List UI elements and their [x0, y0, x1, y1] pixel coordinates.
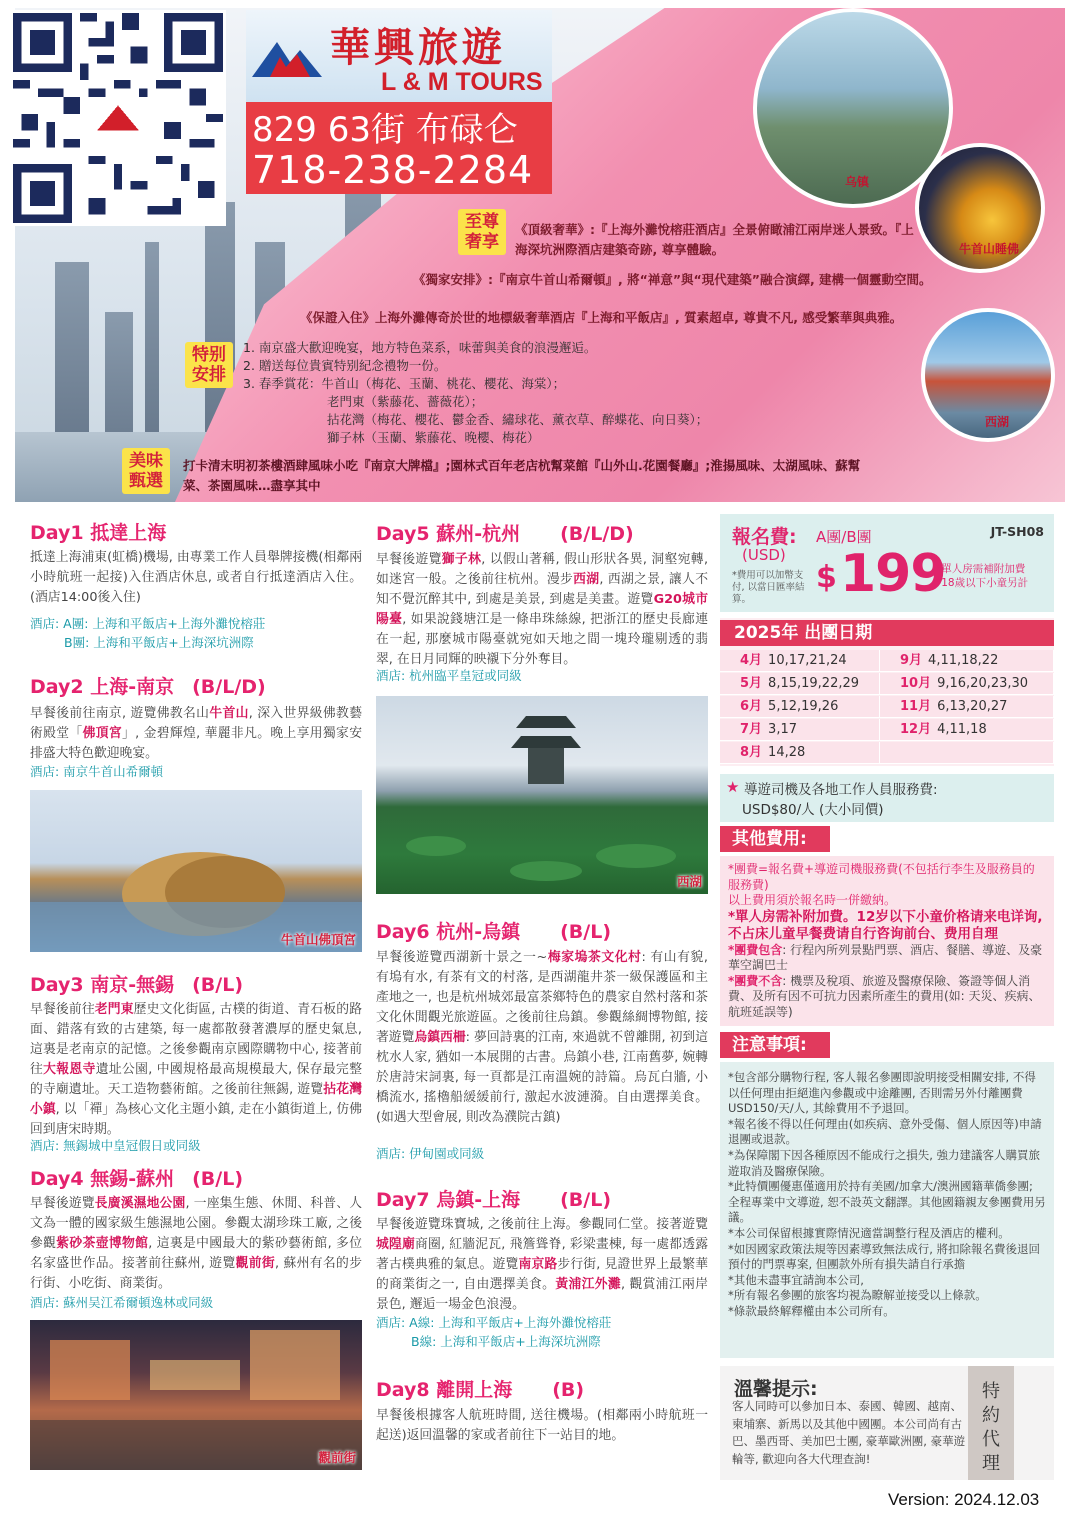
notice-title: 注意事項:: [720, 1032, 830, 1058]
day3-text: [30, 1000, 362, 1140]
fee-item: [728, 974, 1046, 1021]
day8-text: 早餐後根據客人航班時間, 送往機場。(相鄰兩小時航班一起送)返回溫馨的家或者前往下一站目的地。: [376, 1408, 708, 1443]
text: , 觀賞浦江兩岸景色, 邂逅一場金色浪漫。: [376, 1277, 708, 1312]
highlight: G20城市陽臺: [376, 592, 708, 627]
highlight: 烏鎮西柵: [414, 1030, 466, 1045]
price-currency: (USD): [742, 546, 786, 564]
days: 10,17,21,24: [768, 653, 847, 668]
day4-title: [30, 1164, 243, 1191]
notice-box: [720, 1062, 1054, 1358]
meal-plan: (B/L): [192, 1168, 244, 1190]
guide-fee-box: [720, 774, 1054, 822]
luxury-line-2: 《獨家安排》:『南京牛首山希爾頓』, 將“禅意”與“現代建築”融合演繹, 建構一個靈動空間。: [413, 272, 932, 287]
version-label: Version: 2024.12.03: [888, 1490, 1040, 1509]
qr-code[interactable]: [10, 10, 226, 226]
price-box: [720, 514, 1054, 612]
date-cell: [880, 742, 1054, 764]
day2-text: [30, 704, 362, 764]
text: 早餐後前往: [30, 1002, 95, 1017]
note-single-room: *單人房需補附加費: [936, 563, 1026, 575]
qr-code-icon: [13, 13, 223, 223]
text: , 西湖之景, 讓人不知不覺沉醉其中, 到處是美景, 到處是美畫。遊覽: [376, 572, 708, 607]
guide-fee-label: 導遊司機及各地工作人員服務費:: [744, 782, 938, 798]
day4-text: [30, 1194, 362, 1294]
date-cell: [880, 696, 1054, 718]
highlight: 黃浦江外灘: [555, 1277, 622, 1292]
dates-row: [720, 742, 1054, 764]
day5-title: [376, 519, 634, 546]
dates-row: [720, 673, 1054, 695]
day-title-text: Day8 離開上海: [376, 1379, 513, 1401]
photo-guanqian-street: [30, 1320, 362, 1470]
tag-special: 特别安排: [185, 342, 233, 388]
text: , 如果說錢塘江是一條串珠絲線, 把浙江的歷史長廊連在一起, 那麼城市陽臺就宛如天地之間一塊玲瓏剔透的翡翠, 在日月同輝的映襯下分外奪目。: [376, 612, 708, 667]
day6-hotel: 酒店: 伊甸園或同級: [376, 1146, 485, 1161]
day5-text: [376, 550, 708, 670]
agent-text: 特約代理: [982, 1381, 1000, 1474]
text: , 蘇州有名的步行街、小吃街、商業街。: [30, 1256, 362, 1291]
days: 6,13,20,27: [937, 699, 1008, 714]
day2-hotel: 酒店: 南京牛首山希爾頓: [30, 764, 164, 779]
logo-chinese: 華興旅遊: [330, 24, 506, 71]
highlight: 西湖: [573, 572, 600, 587]
star-icon: ★: [726, 778, 740, 796]
luxury-line-1: 《頂級奢華》:『上海外灘悅榕莊酒店』全景俯瞰浦江兩岸迷人景致。『上海深坑洲際酒店建築奇跡, 尊享體驗。: [515, 222, 914, 257]
date-cell: [720, 742, 880, 764]
highlight: 長廣溪濕地公園: [94, 1196, 186, 1211]
tour-code: JT-SH08: [990, 524, 1044, 539]
day3-title: [30, 970, 243, 997]
text: , 這裏是中國最大的紫砂藝術館, 多位名家盛世作品。接著前往蘇州, 遊覽: [30, 1236, 362, 1271]
tag-food: 美味甄選: [122, 448, 170, 494]
fee-text: : 機票及稅項、旅遊及醫療保險、簽證等個人消費、及所有因不可抗力因素所產生的費用(如: 天災、疾病、航班延誤等): [728, 973, 1041, 1019]
meal-plan: (B/L): [192, 974, 244, 996]
day1-hotel-a: 酒店: A團: 上海和平飯店+上海外灘悅榕莊: [30, 616, 266, 631]
day7-hotel-b: B線: 上海和平飯店+上海深坑洲際: [411, 1334, 601, 1349]
text: 早餐後遊覽: [30, 1196, 95, 1211]
address: 829 63街 布碌仑: [252, 110, 518, 150]
days: 14,28: [768, 745, 806, 760]
highlight: 南京路: [518, 1257, 558, 1272]
tips-text: 客人同時可以參加日本、泰國、韓國、越南、柬埔寨、新馬以及其他中國團。本公司尚有古巴、墨西哥、美加巴士團, 豪華歐洲團, 豪華遊輪等, 歡迎向各大代理查詢!: [732, 1399, 966, 1466]
highlight: 城隍廟: [376, 1237, 415, 1252]
photo-caption: 西湖: [676, 874, 702, 889]
street-lights-icon: [30, 1320, 362, 1470]
month: 4月: [740, 653, 763, 668]
fee-item: [728, 943, 1046, 974]
other-fees-title: 其他費用:: [720, 826, 830, 852]
day7-hotel-a: 酒店: A線: 上海和平飯店+上海外灘悅榕莊: [376, 1315, 612, 1330]
photo-label: 乌镇: [845, 175, 870, 189]
text: 早餐後遊覽珠寶城, 之後前往上海。參觀同仁堂。接著遊覽: [376, 1217, 708, 1232]
text: , 以假山著稱, 假山形狀各異, 洞壑宛轉, 如迷宮一般。之後前往杭州。漫步: [376, 552, 709, 587]
text: 早餐後遊覽西湖新十景之一~: [376, 950, 548, 965]
fee-item: *團費=報名費+導遊司機服務費(不包括行李生及服務員的服務費): [728, 862, 1035, 892]
tips-box: [720, 1366, 1054, 1480]
date-cell: [720, 719, 880, 741]
date-cell: [720, 650, 880, 672]
day-title-text: Day6 杭州-烏鎮: [376, 921, 521, 943]
special-item: 2. 贈送每位貴賓特别紀念禮物一份。: [243, 358, 447, 373]
day-title-text: Day5 蘇州-杭州: [376, 523, 521, 545]
notice-item: *報名後不得以任何理由(如疾病、意外受傷、個人原因等)申請退團或退款。: [728, 1116, 1042, 1147]
price-group: A團/B團: [816, 528, 872, 546]
notice-item: *其他未盡事宜請詢本公司,: [728, 1272, 864, 1287]
photo-xihu: [921, 308, 1055, 442]
special-item: 老門東（紫藤花、薔薇花）；: [327, 394, 484, 409]
tag-luxury: 至尊奢享: [458, 209, 506, 255]
day1-text: 抵達上海浦東(虹橋)機場, 由專業工作人員舉牌接機(相鄰兩小時航班一起接)入住酒店休息, 或者自行抵達酒店入住。(酒店14:00後入住): [30, 550, 362, 605]
text: 早餐後前往南京, 遊覽佛教名山: [30, 706, 210, 721]
date-cell: [880, 650, 1054, 672]
photo-xihu-lotus: [376, 696, 708, 894]
text: 歷史文化街區, 古樸的街道、青石板的路面、錯落有致的古建築, 每一處都散發著濃厚的歷史氣息, 這裏是老南京的記憶。之後參觀南京國際購物中心, 接著前往: [30, 1002, 363, 1077]
highlight: 獅子林: [441, 552, 482, 567]
note-child: *18歲以下小童另計: [936, 577, 1029, 589]
special-item: 拈花灣（梅花、櫻花、鬱金香、繡球花、薰衣草、醉蝶花、向日葵）；: [327, 412, 709, 427]
text: 商圈, 紅牆泥瓦, 飛簷聳脊, 彩梁畫棟, 每一處都透露著古樸典雅的氣息。遊覽: [376, 1237, 708, 1272]
price-dollar-sign: $: [816, 560, 837, 595]
phone-number[interactable]: 718-238-2284: [252, 148, 534, 192]
photo-niushou-buddha: [915, 143, 1045, 273]
pavilion-icon: [376, 696, 708, 894]
days: 8,15,19,22,29: [768, 676, 860, 691]
dates-row: [720, 650, 1054, 672]
special-item: 獅子林（玉蘭、紫藤花、晚櫻、梅花）: [327, 430, 540, 445]
meal-plan: (B/L): [560, 921, 612, 943]
notice-item: *如因國家政策法規等因素導致無法成行, 將扣除報名費後退回預付的門票專案, 但團款外所有損失請自行承擔: [728, 1241, 1041, 1272]
fee-text: : 行程內所列景點門票、酒店、餐膳、導遊、及豪華空調巴士: [728, 942, 1043, 972]
dates-title: 2025年 出團日期: [720, 620, 1054, 646]
meal-plan: (B/L/D): [192, 676, 266, 698]
fee-item: 以上費用須於報名時一併繳納。: [728, 893, 897, 907]
authorized-agent-label: [968, 1366, 1014, 1480]
price-amount: 199: [840, 544, 946, 604]
guide-fee-amount: USD$80/人 (大小同價): [742, 802, 884, 818]
month: 8月: [740, 745, 763, 760]
days: 4,11,18,22: [928, 653, 999, 668]
departure-dates: [720, 618, 1054, 766]
food-text: 打卡清末明初茶樓酒肆風味小吃『南京大牌檔』;園林式百年老店杭幫菜館『山外山.花園餐廳』;淮揚風味、太湖風味、蘇幫菜、茶園風味…盡享其中: [183, 458, 861, 493]
highlight: 老門東: [94, 1002, 134, 1017]
text: 」, 金碧輝煌, 華麗非凡。晚上享用獨家安排盛大特色歡迎晚宴。: [30, 726, 362, 761]
tips-title: 溫馨提示:: [734, 1378, 818, 1400]
date-cell: [880, 719, 1054, 741]
days: 9,16,20,23,30: [937, 676, 1029, 691]
fee-label: *團費不含: [728, 973, 783, 988]
special-item: 3. 春季賞花：牛首山（梅花、玉蘭、桃花、櫻花、海棠）；: [243, 376, 566, 391]
day4-hotel: 酒店: 蘇州吴江希爾頓逸林或同級: [30, 1295, 214, 1310]
highlight: 拈花灣小鎮: [30, 1082, 363, 1117]
currency-note: *費用可以加幣支付, 以當日匯率結算。: [732, 570, 805, 605]
text: 步行街, 見證世界上最繁華的商業街之一, 自由選擇美食。: [376, 1257, 709, 1292]
day-title-text: Day2 上海-南京: [30, 676, 175, 698]
highlight: 牛首山: [209, 706, 249, 721]
price-notes: [936, 562, 1052, 590]
month: 9月: [900, 653, 923, 668]
month: 7月: [740, 722, 763, 737]
date-cell: [880, 673, 1054, 695]
highlight: 大報恩寺: [43, 1062, 96, 1077]
photo-caption: 觀前街: [318, 1450, 356, 1465]
dates-row: [720, 719, 1054, 741]
notice-item: *條款最終解釋權由本公司所有。: [728, 1303, 895, 1318]
month: 11月: [900, 699, 932, 714]
text: : 有山有貌, 有塢有水, 有茶有文的村落, 是西湖龍井茶一級保護區和主產地之一, 也是杭州城郊最富茶鄉特色的農家自然村落和茶文化休閒觀光旅遊區。之後前往烏鎮。參觀絲綢博物館, 接著遊覽: [376, 950, 709, 1045]
day-title-text: Day7 烏鎮-上海: [376, 1189, 521, 1211]
photo-label: 西湖: [985, 415, 1010, 429]
day8-title: [376, 1375, 584, 1402]
days: 4,11,18: [937, 722, 987, 737]
text: 遺址公園, 中國規格最高規模最大, 保存最完整的寺廟遺址。天工造物藝術館。之後前往無錫, 遊覽: [30, 1062, 362, 1097]
notice-item: *此特價團優惠僅適用於持有美國/加拿大/澳洲國籍華僑參團; 全程專業中文導遊, 恕不設英文翻譯。其他國籍親友參團費用另議。: [728, 1179, 1046, 1225]
palace-dome-icon: [30, 790, 362, 952]
highlight: 紫砂茶壺博物館: [56, 1236, 149, 1251]
logo-english: L & M TOURS: [381, 68, 543, 96]
contact-box: [246, 102, 552, 194]
day1-hotel-b: B團: 上海和平飯店+上海深坑洲際: [64, 635, 254, 650]
meal-plan: (B/L): [560, 1189, 612, 1211]
meal-plan: (B): [552, 1379, 585, 1401]
photo-foding-palace: [30, 790, 362, 952]
photo-caption: 牛首山佛頂宮: [280, 932, 356, 947]
day5-hotel: 酒店: 杭州臨平皇冠或同級: [376, 668, 522, 683]
day2-title: [30, 672, 266, 699]
notice-item: *本公司保留根據實際情況適當調整行程及酒店的權利。: [728, 1225, 1010, 1240]
highlight: 佛頂宮: [82, 726, 122, 741]
month: 10月: [900, 676, 932, 691]
mountain-logo-icon: [252, 32, 322, 82]
day6-text: [376, 948, 708, 1128]
text: , 深入世界級佛教藝術殿堂「: [30, 706, 362, 741]
price-label: 報名費:: [732, 526, 797, 548]
date-cell: [720, 696, 880, 718]
days: 3,17: [768, 722, 797, 737]
day-title-text: Day1 抵達上海: [30, 522, 167, 544]
special-item: 1. 南京盛大歡迎晚宴，地方特色菜系，味蕾與美食的浪漫邂逅。: [243, 340, 597, 355]
highlight: 觀前街: [235, 1256, 276, 1271]
month: 12月: [900, 722, 932, 737]
day6-title: [376, 917, 611, 944]
notice-item: *包含部分購物行程, 客人報名參團即說明接受相關安排, 不得以任何理由拒絕進內參觀或中途離團, 否則需另外付離團費USD150/天/人, 其餘費用不予退回。: [728, 1070, 1036, 1116]
text: : 夢回詩裏的江南, 來過就不曾離開, 初到這枕水人家, 猶如一本展開的古書。烏鎮小巷, 江南舊夢, 婉轉於唐詩宋詞裏, 每一頁都是江南溫婉的詩篇。烏瓦白牆, 小橋流水, 搖櫓船緩緩前行, 激起水波漣漪。自由選擇美食。(如遇大型會展, 則改為濮院古鎮): [376, 1030, 709, 1125]
day-title-text: Day3 南京-無錫: [30, 974, 175, 996]
fee-label: *團費包含: [728, 942, 783, 957]
other-fees-box: [720, 856, 1054, 1026]
meal-plan: (B/L/D): [560, 523, 634, 545]
company-logo: [246, 10, 552, 102]
luxury-line-3: 《保證入住》上海外灘傳奇於世的地標級奢華酒店『上海和平飯店』, 質素超卓, 尊貴不凡, 感受繁華與典雅。: [300, 310, 903, 325]
day7-text: [376, 1215, 708, 1315]
day7-title: [376, 1185, 611, 1212]
notice-item: *為保障閣下因各種原因不能成行之損失, 強力建議客人購買旅遊取消及醫療保險。: [728, 1147, 1041, 1178]
day1-title: [30, 518, 166, 545]
text: , 一座集生態、休閒、科普、人文為一體的國家級生態濕地公園。參觀太湖珍珠工廠, 之後參觀: [30, 1196, 363, 1251]
day-title-text: Day4 無錫-蘇州: [30, 1168, 175, 1190]
date-cell: [720, 673, 880, 695]
notice-item: *所有報名參團的旅客均視為瞭解並接受以上條款。: [728, 1288, 987, 1303]
fee-item: *單人房需补附加費。12岁以下小童价格请来电详询, 不占床儿童早餐费请自行咨询前台、费用自理: [728, 908, 1043, 942]
text: 早餐後遊覽: [376, 552, 442, 567]
highlight: 梅家塢茶文化村: [547, 950, 642, 965]
month: 5月: [740, 676, 763, 691]
month: 6月: [740, 699, 763, 714]
days: 5,12,19,26: [768, 699, 839, 714]
photo-label: 牛首山睡佛: [959, 242, 1020, 256]
text: , 以「禪」為核心文化主題小鎮, 走在小鎮街道上, 仿佛回到唐宋時期。: [30, 1102, 362, 1137]
dates-row: [720, 696, 1054, 718]
day3-hotel: 酒店: 無錫城中皇冠假日或同級: [30, 1138, 201, 1153]
